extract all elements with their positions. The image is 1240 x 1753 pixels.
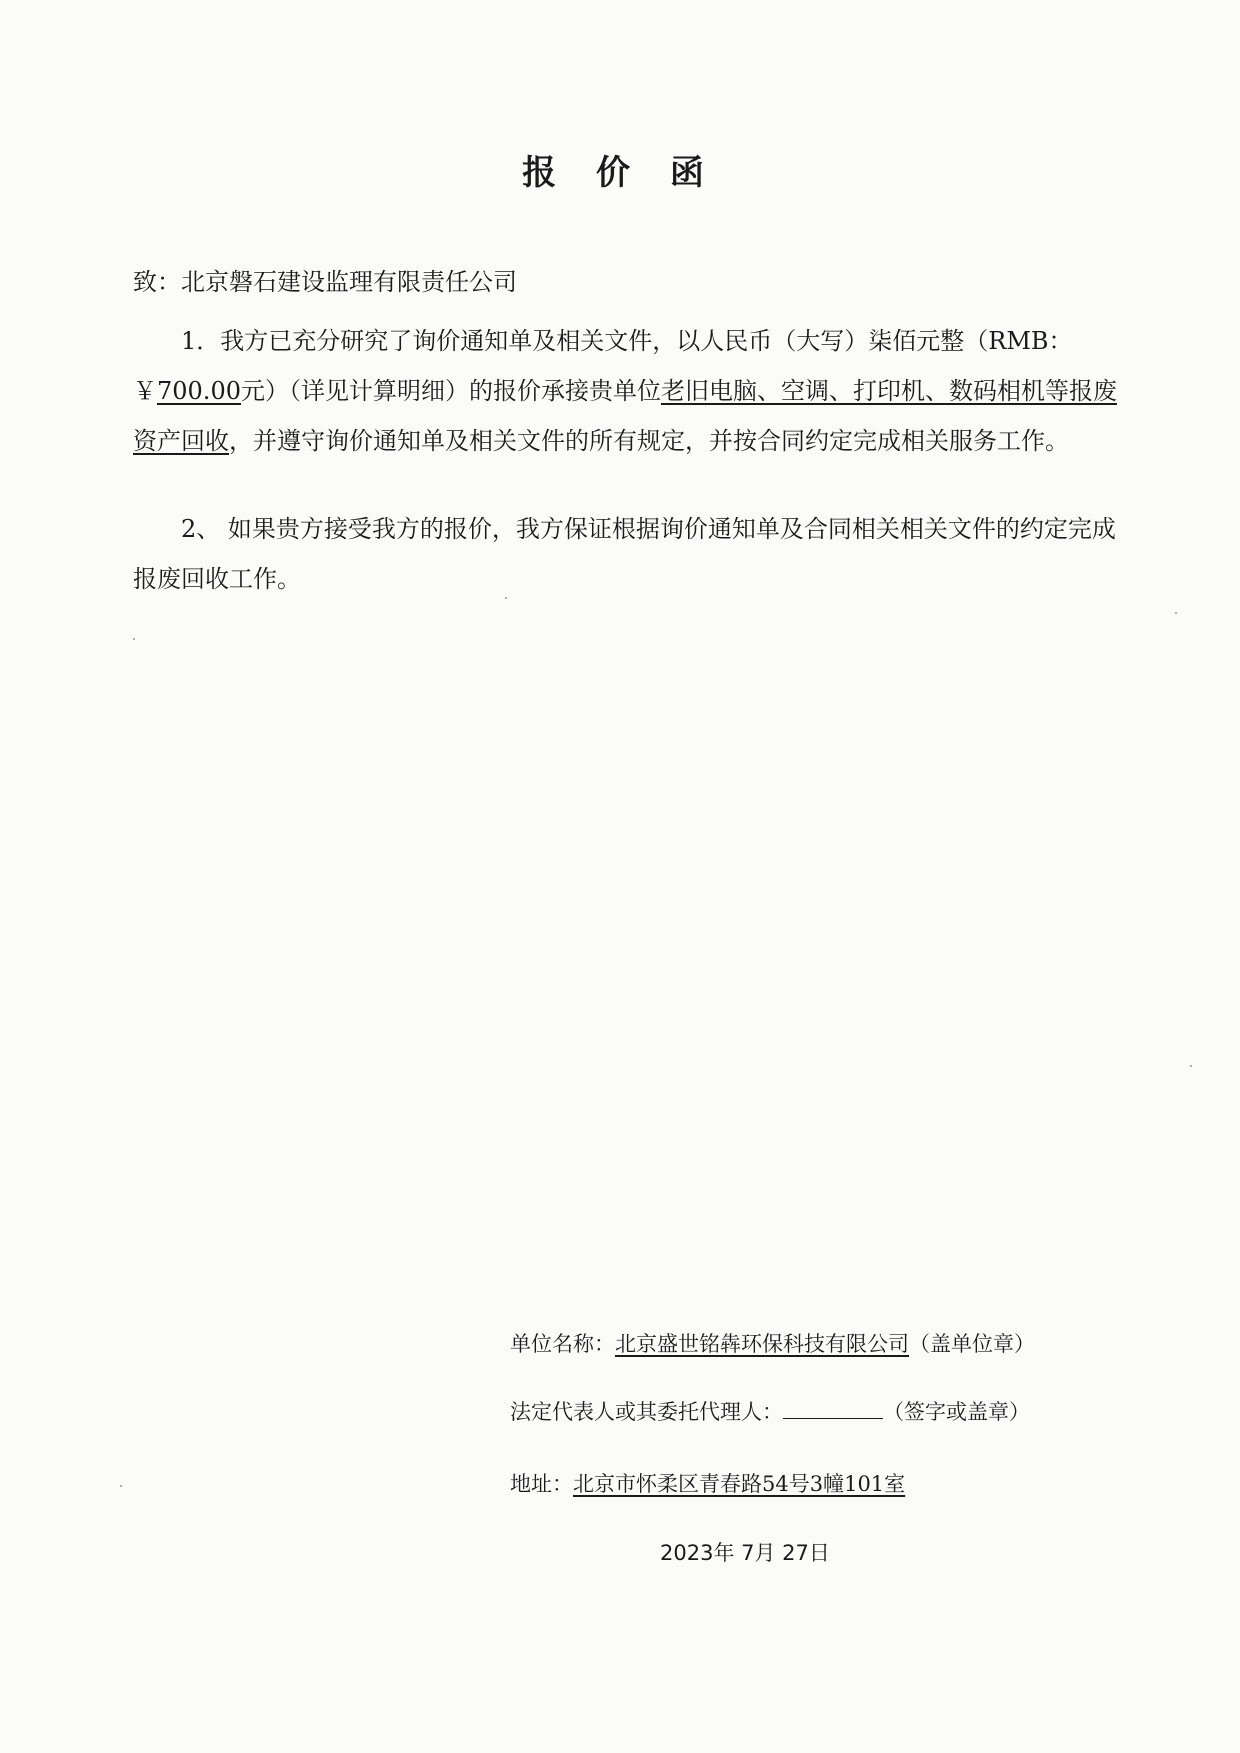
scan-speck — [133, 638, 135, 640]
paragraph-1-after: ，并遵守询价通知单及相关文件的所有规定，并按合同约定完成相关服务工作。 — [229, 427, 1069, 455]
document-date: 2023年 7月 27日 — [660, 1541, 830, 1565]
recipient-line: 致：北京磐石建设监理有限责任公司 — [133, 268, 517, 296]
scan-speck — [505, 597, 507, 599]
scan-speck — [1190, 1065, 1192, 1067]
representative-note: （签字或盖章） — [883, 1400, 1030, 1424]
address-value: 北京市怀柔区青春路54号3幢101室 — [573, 1472, 906, 1496]
unit-name-label: 单位名称： — [510, 1332, 615, 1356]
scan-speck — [1175, 612, 1177, 614]
quote-amount: 700.00 — [157, 377, 241, 405]
representative-label: 法定代表人或其委托代理人： — [510, 1400, 783, 1424]
address-line — [510, 1468, 905, 1498]
representative-line — [510, 1396, 1030, 1426]
signature-blank — [783, 1398, 883, 1419]
paragraph-2: 2、 如果贵方接受我方的报价，我方保证根据询价通知单及合同相关相关文件的约定完成报废回收工作。 — [133, 515, 1116, 593]
document-title: 报 价 函 — [522, 153, 718, 193]
unit-name-line — [510, 1328, 1035, 1358]
unit-name-value: 北京盛世铭犇环保科技有限公司 — [615, 1332, 909, 1356]
paragraph-1-mid: 元）（详见计算明细）的报价承接贵单位 — [240, 377, 661, 405]
unit-name-note: （盖单位章） — [909, 1332, 1035, 1356]
scan-speck — [120, 1485, 122, 1487]
paragraph-1-before: 1．我方已充分研究了询价通知单及相关文件，以人民币（大写）柒佰元整（RMB：￥ — [133, 327, 1073, 405]
project-name: 老旧电脑、空调、打印机、数码相机等报废资产回收 — [133, 377, 1117, 455]
paragraph-1 — [133, 316, 1118, 466]
address-label: 地址： — [510, 1472, 573, 1496]
